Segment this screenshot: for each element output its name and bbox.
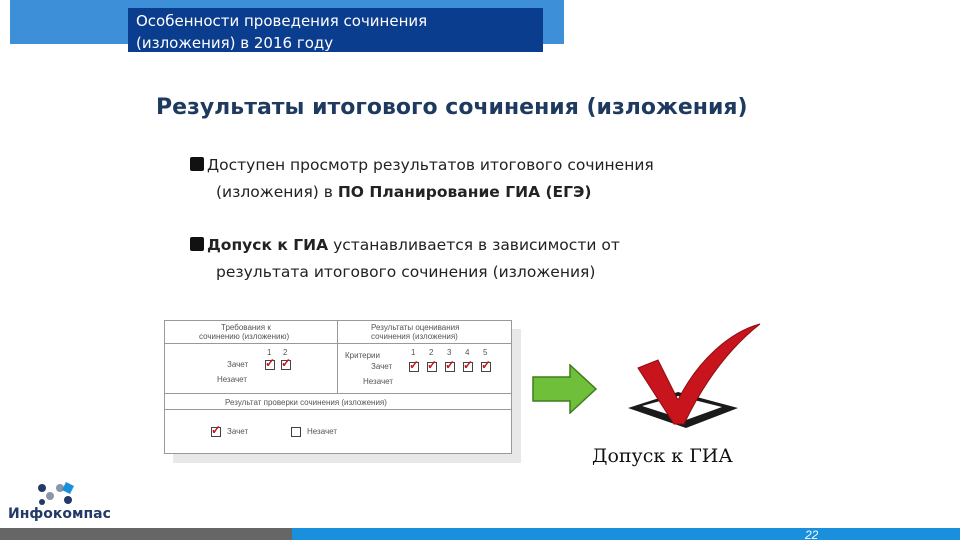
- bullet-checkbox-icon: [190, 237, 204, 251]
- bullet-2-text-part1: устанавливается в зависимости от: [328, 236, 620, 254]
- header-title: [136, 10, 536, 54]
- form-col2-check-icon: ✓: [409, 358, 420, 372]
- form-col2-number-5: 5: [483, 348, 488, 357]
- page-title: Результаты итогового сочинения (изложения): [156, 95, 748, 120]
- bullet-1-text-part1: Доступен просмотр результатов итогового сочинения: [207, 156, 654, 174]
- form-result-checkbox-empty: [291, 427, 301, 437]
- form-result-header: Результат проверки сочинения (изложения): [225, 398, 387, 407]
- form-col2-criteria: Критерии: [345, 351, 380, 360]
- header-title-line2: (изложения) в 2016 году: [136, 34, 334, 52]
- form-col2-number-4: 4: [465, 348, 470, 357]
- form-col1-check-icon: ✓: [281, 356, 292, 370]
- form-divider-1: [165, 343, 511, 344]
- form-col1-check-icon: ✓: [265, 356, 276, 370]
- form-col1-number-2: 2: [283, 348, 288, 357]
- form-divider-2: [165, 393, 511, 394]
- footer-bar-blue: [292, 528, 960, 540]
- form-col2-check-icon: ✓: [463, 358, 474, 372]
- admission-caption: Допуск к ГИА: [592, 445, 733, 467]
- form-col2-pass: Зачет: [371, 362, 393, 371]
- checkmark-box-icon: [620, 320, 770, 445]
- form-col2-header-line1: Результаты оценивания: [371, 323, 460, 332]
- bullet-1-continuation: [190, 179, 762, 206]
- form-col2-number-3: 3: [447, 348, 452, 357]
- footer-bar-gray: [0, 528, 292, 540]
- form-col2-check-icon: ✓: [445, 358, 456, 372]
- form-col2-fail: Незачет: [363, 377, 394, 386]
- bullet-1-text-part2: (изложения) в: [216, 183, 338, 201]
- form-divider-3: [165, 409, 511, 410]
- logo-text: Инфокомпас: [8, 506, 111, 522]
- form-col2-number-2: 2: [429, 348, 434, 357]
- header-title-line1: Особенности проведения сочинения: [136, 12, 428, 30]
- form-col1-header-line2: сочинению (изложению): [199, 332, 290, 341]
- form-col2-check-icon: ✓: [427, 358, 438, 372]
- right-arrow-icon: [532, 364, 598, 419]
- bullet-checkbox-icon: [190, 157, 204, 171]
- bullet-2-continuation: результата итогового сочинения (изложения): [216, 263, 596, 281]
- bullet-item-2: [190, 232, 762, 286]
- form-col1-number-1: 1: [267, 348, 272, 357]
- form-col2-header-line2: сочинения (изложения): [371, 332, 458, 341]
- bullet-item-1: [190, 152, 762, 206]
- form-result-check-icon: ✓: [211, 423, 222, 437]
- form-result-pass: Зачет: [227, 427, 249, 436]
- form-col1-pass: Зачет: [227, 360, 249, 369]
- bullet-1-bold-text: ПО Планирование ГИА (ЕГЭ): [337, 183, 592, 201]
- form-col1-header-line1: Требования к: [221, 323, 271, 332]
- form-divider-vertical: [337, 321, 338, 393]
- page-number: 22: [805, 528, 819, 542]
- form-col2-check-icon: ✓: [481, 358, 492, 372]
- form-col2-number-1: 1: [411, 348, 416, 357]
- form-col1-fail: Незачет: [217, 375, 248, 384]
- form-preview: [164, 320, 512, 454]
- form-result-fail: Незачет: [307, 427, 338, 436]
- bullet-2-bold-text: Допуск к ГИА: [207, 236, 329, 254]
